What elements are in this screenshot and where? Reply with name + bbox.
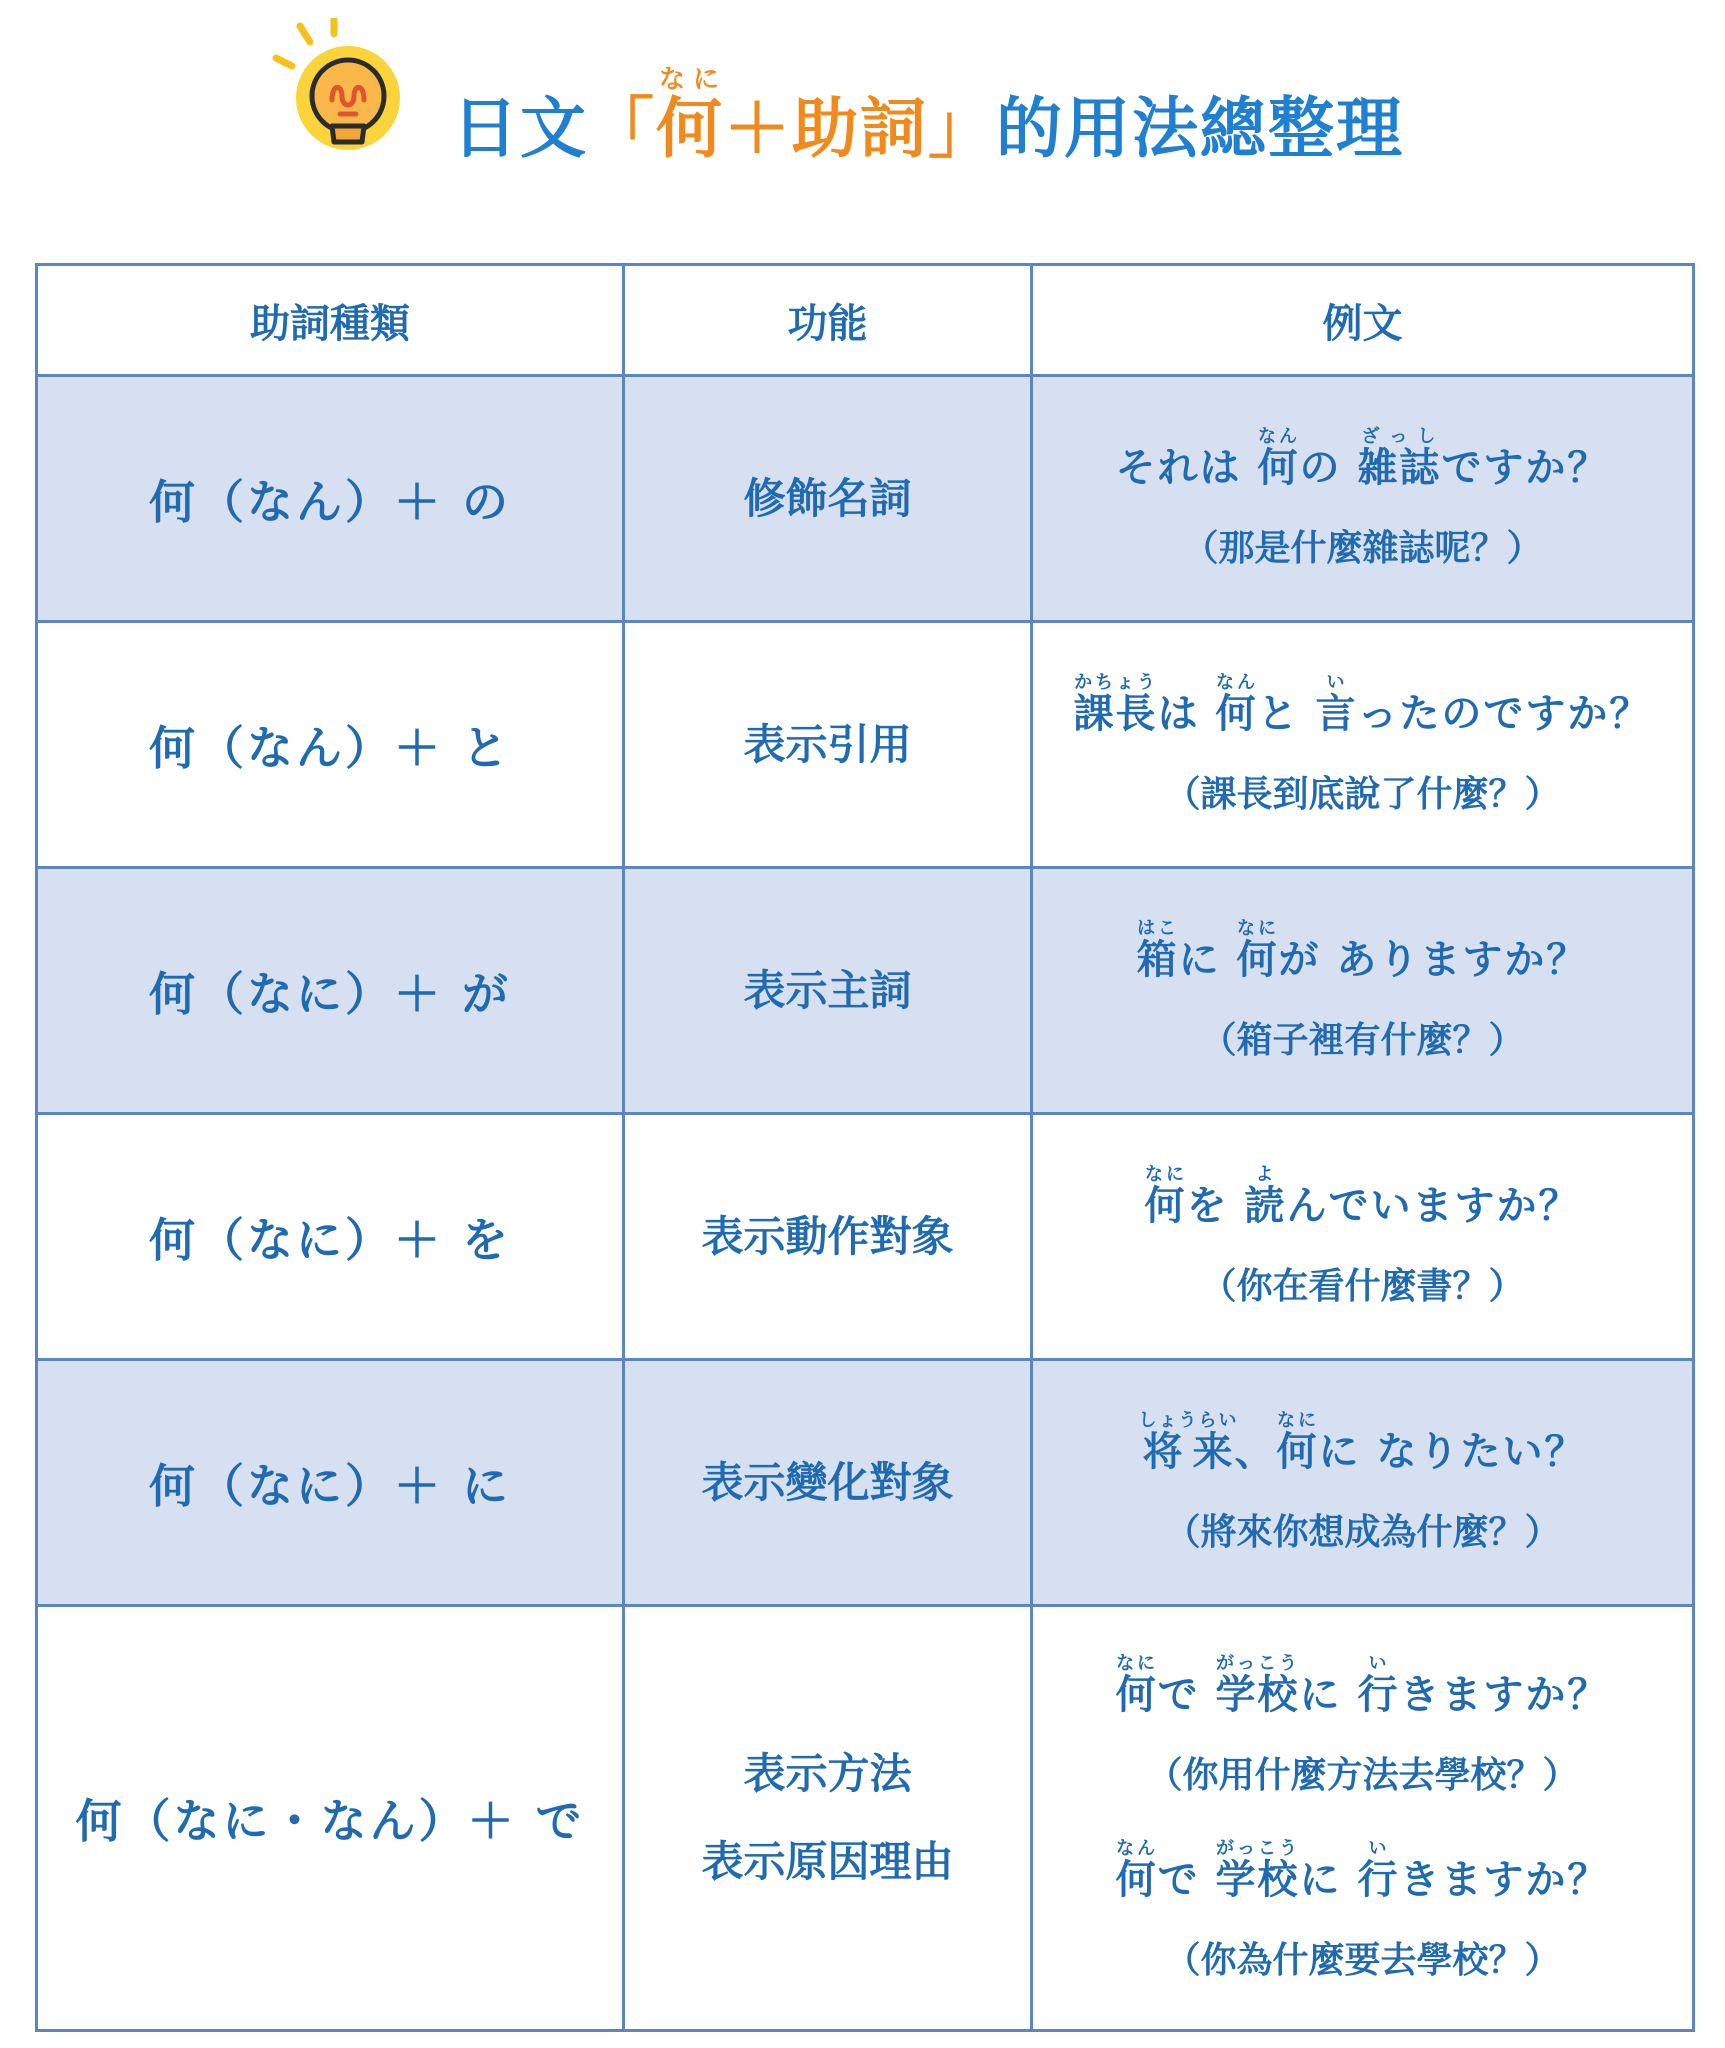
table-row — [37, 1606, 1694, 2031]
example-japanese — [1033, 1653, 1692, 1719]
example-japanese — [1033, 1164, 1692, 1230]
example-text: の — [1299, 445, 1358, 491]
example-text: きますか？ — [1399, 1672, 1610, 1718]
furigana-reading: い — [1357, 1838, 1400, 1859]
page-title: 日文 「 何なに ＋助詞 」 的用法總整理 — [452, 65, 1404, 167]
table-row — [37, 868, 1694, 1114]
example-translation: （將來你想成為什麼？） — [1164, 1512, 1561, 1553]
furigana-word: 何なに — [1144, 1164, 1187, 1229]
furigana-word: 課長かちょう — [1073, 672, 1158, 737]
furigana-word: 何なに — [1236, 918, 1279, 983]
example-block — [1033, 672, 1692, 817]
furigana-word: 学校がっこう — [1215, 1653, 1300, 1718]
example-text: で — [1157, 1672, 1216, 1718]
example-japanese — [1033, 1838, 1692, 1904]
function-cell — [624, 1114, 1032, 1360]
furigana-reading: はこ — [1136, 918, 1179, 939]
furigana-reading: ざっし — [1357, 426, 1442, 447]
particle-usage-table — [35, 263, 1695, 2032]
function-label: 表示原因理由 — [701, 1837, 954, 1886]
example-text: ですか？ — [1441, 445, 1610, 491]
furigana-word: 行い — [1357, 1653, 1400, 1718]
particle-pattern: 何（なに）＋ を — [37, 1114, 624, 1360]
example-cell — [1032, 868, 1694, 1114]
example-japanese — [1033, 672, 1692, 738]
example-text: それは — [1115, 445, 1258, 491]
furigana-reading: い — [1357, 1653, 1400, 1674]
table-row — [37, 622, 1694, 868]
example-translation: （你在看什麼書？） — [1200, 1266, 1525, 1307]
example-text: に — [1299, 1857, 1358, 1903]
header-particle-type: 助詞種類 — [37, 265, 624, 376]
example-text: を — [1186, 1183, 1245, 1229]
example-cell — [1032, 622, 1694, 868]
example-text: に — [1299, 1672, 1358, 1718]
example-text: で — [1157, 1857, 1216, 1903]
example-translation: （你為什麼要去學校？） — [1164, 1940, 1561, 1981]
furigana-word: 何なん — [1257, 426, 1300, 491]
furigana-reading: がっこう — [1215, 1653, 1300, 1674]
furigana-reading: がっこう — [1215, 1838, 1300, 1859]
example-cell — [1032, 1360, 1694, 1606]
example-text: に — [1178, 937, 1237, 983]
function-cell — [624, 1360, 1032, 1606]
table-row — [37, 376, 1694, 622]
furigana-word: 何なに — [1115, 1653, 1158, 1718]
example-japanese — [1033, 918, 1692, 984]
header-example: 例文 — [1032, 265, 1694, 376]
furigana-reading: なに — [1276, 1410, 1319, 1431]
example-text: 、 — [1234, 1429, 1277, 1475]
example-translation: （你用什麼方法去學校？） — [1146, 1755, 1579, 1796]
particle-pattern: 何（なに）＋ が — [37, 868, 624, 1114]
function-cell — [624, 868, 1032, 1114]
header-function: 功能 — [624, 265, 1032, 376]
furigana-reading: なん — [1257, 426, 1300, 447]
function-label: 表示變化對象 — [701, 1457, 954, 1507]
example-translation: （課長到底說了什麼？） — [1164, 774, 1561, 815]
furigana-reading: かちょう — [1073, 672, 1158, 693]
example-translation: （那是什麼雜誌呢？） — [1182, 528, 1543, 569]
particle-pattern: 何（なに）＋ に — [37, 1360, 624, 1606]
example-block — [1033, 1410, 1692, 1555]
furigana-reading: なに — [1144, 1164, 1187, 1185]
example-text: と — [1257, 691, 1316, 737]
furigana-word: 行い — [1357, 1838, 1400, 1903]
furigana-word: 箱はこ — [1136, 918, 1179, 983]
example-block — [1033, 918, 1692, 1063]
table-row — [37, 1360, 1694, 1606]
furigana-reading: なん — [1215, 672, 1258, 693]
furigana-word: 何なに — [1276, 1410, 1319, 1475]
example-text: が ありますか？ — [1278, 937, 1589, 983]
furigana-reading: なに — [1236, 918, 1279, 939]
furigana-reading: しょうらい — [1138, 1410, 1239, 1431]
furigana-reading: よ — [1244, 1164, 1287, 1185]
furigana-word: 雑誌ざっし — [1357, 426, 1442, 491]
furigana-word: 将来しょうらい — [1138, 1410, 1239, 1475]
particle-pattern: 何（なん）＋ と — [37, 622, 624, 868]
example-japanese — [1033, 426, 1692, 492]
function-cell — [624, 1606, 1032, 2031]
function-cell — [624, 376, 1032, 622]
table-row — [37, 1114, 1694, 1360]
lightbulb-icon — [270, 18, 410, 168]
example-block — [1033, 1838, 1692, 1983]
function-label: 表示引用 — [743, 719, 912, 769]
example-text: に なりたい？ — [1318, 1429, 1587, 1475]
example-block — [1033, 1164, 1692, 1309]
example-block — [1033, 426, 1692, 571]
example-cell — [1032, 1606, 1694, 2031]
example-text: んでいますか？ — [1286, 1183, 1581, 1229]
furigana-reading: い — [1315, 672, 1358, 693]
example-text: ったのですか？ — [1357, 691, 1652, 737]
particle-pattern: 何（なに・なん）＋ で — [37, 1606, 624, 2031]
example-block — [1033, 1653, 1692, 1798]
particle-pattern: 何（なん）＋ の — [37, 376, 624, 622]
example-text: は — [1157, 691, 1216, 737]
furigana-word: 言い — [1315, 672, 1358, 737]
furigana-reading: なに — [1115, 1653, 1158, 1674]
example-japanese — [1033, 1410, 1692, 1476]
furigana-word: 学校がっこう — [1215, 1838, 1300, 1903]
furigana-word: 何なん — [1115, 1838, 1158, 1903]
function-label: 表示動作對象 — [701, 1211, 954, 1261]
example-text: きますか？ — [1399, 1857, 1610, 1903]
function-label: 修飾名詞 — [743, 473, 912, 523]
example-cell — [1032, 376, 1694, 622]
example-cell — [1032, 1114, 1694, 1360]
furigana-word: 何なん — [1215, 672, 1258, 737]
example-translation: （箱子裡有什麼？） — [1200, 1020, 1525, 1061]
page-header — [0, 0, 1725, 200]
function-cell — [624, 622, 1032, 868]
furigana-reading: なん — [1115, 1838, 1158, 1859]
function-label: 表示方法 — [743, 1749, 912, 1798]
furigana-word: 読よ — [1244, 1164, 1287, 1229]
function-label: 表示主詞 — [743, 965, 912, 1015]
